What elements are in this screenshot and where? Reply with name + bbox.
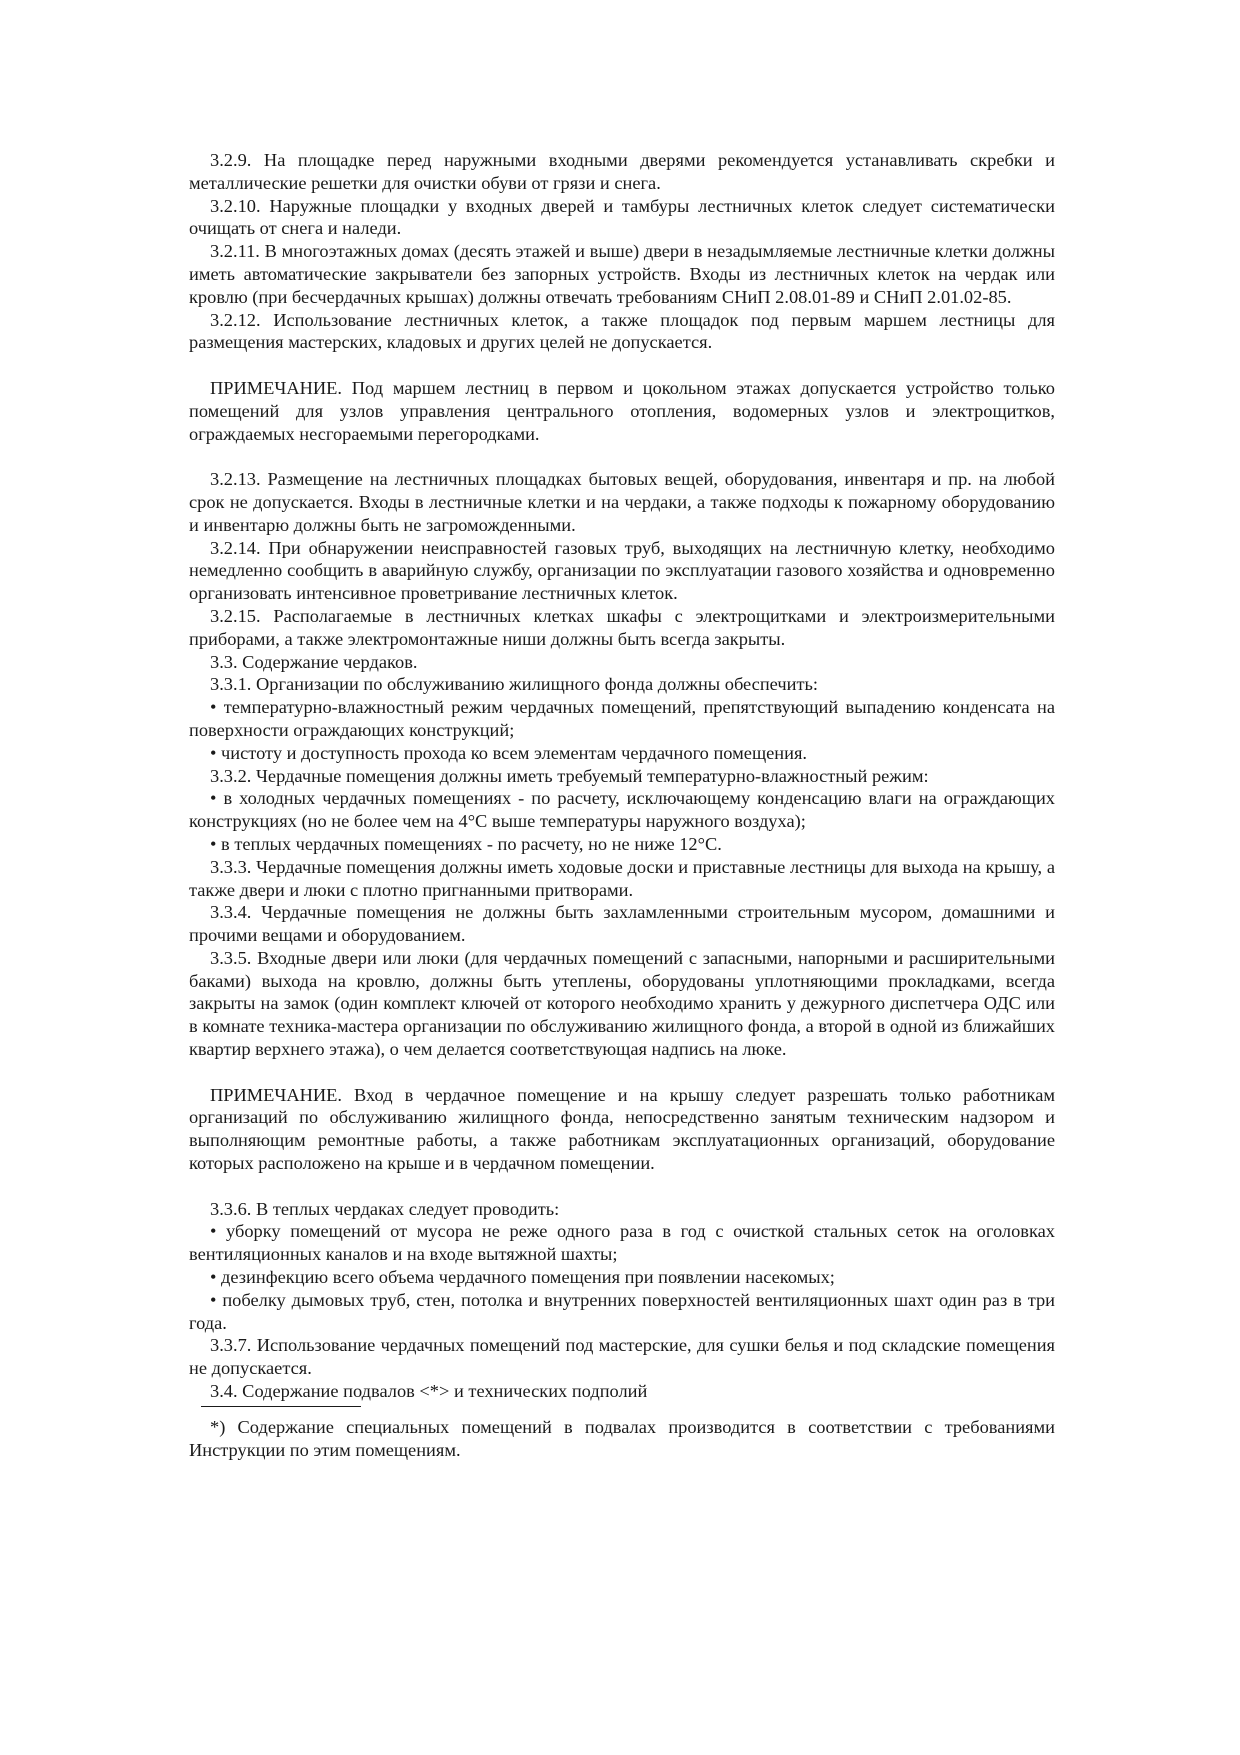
paragraph-3-3-4: 3.3.4. Чердачные помещения не должны быть захламленными строительным мусором, домашними и прочими вещами и оборудованием. [189,902,1055,946]
paragraph-3-3-1: 3.3.1. Организации по обслуживанию жилищного фонда должны обеспечить: [210,674,819,695]
bullet-item: • дезинфекцию всего объема чердачного помещения при появлении насекомых; [210,1267,835,1288]
spacer [189,1061,1055,1084]
bullet-item: • побелку дымовых труб, стен, потолка и внутренних поверхностей вентиляционных шахт один раз в три года. [189,1289,1055,1333]
paragraph-3-2-11: 3.2.11. В многоэтажных домах (десять этажей и выше) двери в незадымляемые лестничные клетки должны иметь автоматические закрыватели без запорных устройств. Входы из лестничных клеток на чердак или кровлю (при бесчердачных крышах) должны отвечать требованиям СНиП 2.08.01-89 и СНиП 2.01.02-85. [189,241,1055,307]
footnote: *) Содержание специальных помещений в подвалах производится в соответствии с требованиями Инструкции по этим помещениям. [189,1416,1055,1460]
document-page [189,149,1055,1461]
spacer [189,354,1055,377]
spacer [189,1175,1055,1198]
section-3-3-heading: 3.3. Содержание чердаков. [210,651,418,672]
paragraph-3-2-9: 3.2.9. На площадке перед наружными входными дверями рекомендуется устанавливать скребки и металлические решетки для очистки обуви от грязи и снега. [189,150,1055,193]
note-stair-rooms: ПРИМЕЧАНИЕ. Под маршем лестниц в первом и цокольном этажах допускается устройство только помещений для узлов управления центрального отопления, водомерных узлов и электрощитков, ограждаемых несгораемыми перегородками. [189,377,1055,444]
paragraph-3-2-10: 3.2.10. Наружные площадки у входных дверей и тамбуры лестничных клеток следует систематически очищать от снега и наледи. [189,195,1055,239]
bullet-item: • в теплых чердачных помещениях - по расчету, но не ниже 12°С. [210,833,722,854]
section-3-4-heading: 3.4. Содержание подвалов <*> и технических подполий [210,1381,648,1402]
paragraph-3-2-12: 3.2.12. Использование лестничных клеток, а также площадок под первым маршем лестницы для размещения мастерских, кладовых и других целей не допускается. [189,309,1055,353]
paragraph-3-3-2: 3.3.2. Чердачные помещения должны иметь требуемый температурно-влажностный режим: [210,765,929,786]
spacer [189,445,1055,468]
paragraph-3-3-7: 3.3.7. Использование чердачных помещений под мастерские, для сушки белья и под складские помещения не допускается. [189,1335,1055,1379]
bullet-item: • уборку помещений от мусора не реже одного раза в год с очисткой стальных сеток на оголовках вентиляционных каналов и на входе вытяжной шахты; [189,1221,1055,1265]
paragraph-3-3-5: 3.3.5. Входные двери или люки (для чердачных помещений с запасными, напорными и расширительными баками) выхода на кровлю, должны быть утеплены, оборудованы уплотняющими прокладками, всегда закрыты на замок (один комплект ключей от которого необходимо хранить у дежурного диспетчера ОДС или в комнате техника-мастера организации по обслуживанию жилищного фонда, а второй в одной из ближайших квартир верхнего этажа), о чем делается соответствующая надпись на люке. [189,947,1055,1060]
note-attic-access: ПРИМЕЧАНИЕ. Вход в чердачное помещение и на крышу следует разрешать только работникам организаций по обслуживанию жилищного фонда, непосредственно занятым техническим надзором и выполняющим ремонтные работы, а также работникам эксплуатационных организаций, оборудование которых расположено на крыше и в чердачном помещении. [189,1084,1055,1174]
paragraph-3-3-6: 3.3.6. В теплых чердаках следует проводить: [210,1198,560,1219]
paragraph-3-2-14: 3.2.14. При обнаружении неисправностей газовых труб, выходящих на лестничную клетку, необходимо немедленно сообщить в аварийную службу, организации по эксплуатации газового хозяйства и одновременно организовать интенсивное проветривание лестничных клеток. [189,537,1055,604]
bullet-item: • в холодных чердачных помещениях - по расчету, исключающему конденсацию влаги на ограждающих конструкциях (но не более чем на 4°С выше температуры наружного воздуха); [189,788,1055,832]
bullet-item: • чистоту и доступность прохода ко всем элементам чердачного помещения. [210,742,808,763]
paragraph-3-3-3: 3.3.3. Чердачные помещения должны иметь ходовые доски и приставные лестницы для выхода на крышу, а также двери и люки с плотно пригнанными притворами. [189,856,1055,900]
paragraph-3-2-15: 3.2.15. Располагаемые в лестничных клетках шкафы с электрощитками и электроизмерительными приборами, а также электромонтажные ниши должны быть всегда закрыты. [189,605,1055,649]
paragraph-3-2-13: 3.2.13. Размещение на лестничных площадках бытовых вещей, оборудования, инвентаря и пр. на любой срок не допускается. Входы в лестничные клетки и на чердаки, а также подходы к пожарному оборудованию и инвентарю должны быть не загроможденными. [189,469,1055,535]
bullet-item: • температурно-влажностный режим чердачных помещений, препятствующий выпадению конденсата на поверхности ограждающих конструкций; [189,697,1055,740]
footnote-divider [201,1406,361,1416]
